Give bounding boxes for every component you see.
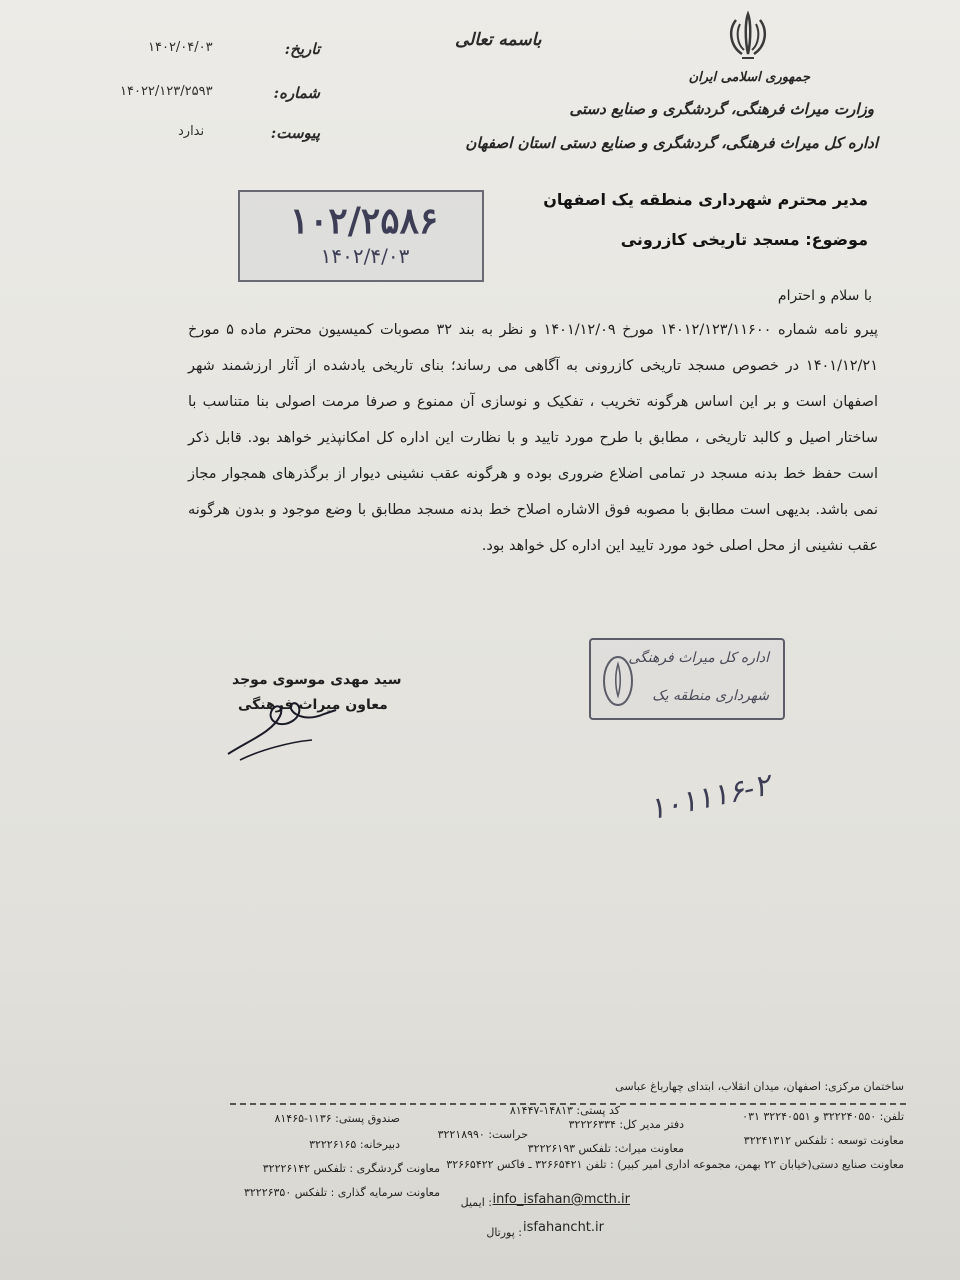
attachment-row	[120, 124, 320, 150]
receipt-stamp-line1: اداره کل میراث فرهنگی	[628, 650, 769, 666]
footer-dev-deputy: معاونت توسعه : تلفکس ۳۲۲۴۱۳۱۲	[743, 1134, 904, 1147]
number-row	[120, 84, 320, 110]
footer-handicrafts-deputy: معاونت صنایع دستی(خیابان ۲۲ بهمن، مجموعه اداری امیر کبیر) : تلفن ۳۲۶۶۵۴۲۱ ـ فاکس ۳۲۶۶۵۴۲۲	[446, 1158, 904, 1171]
date-value: ۱۴۰۲/۰۴/۰۳	[148, 40, 213, 55]
attachment-label: پیوست:	[270, 124, 320, 142]
footer-director-office: دفتر مدیر کل: ۳۲۲۲۶۳۳۴	[568, 1118, 684, 1131]
footer-investment-deputy: معاونت سرمایه گذاری : تلفکس ۳۲۲۲۶۳۵۰	[243, 1186, 440, 1199]
stamp-number: ۱۰۲/۲۵۸۶	[289, 200, 439, 242]
body-line: ساختار اصیل و کالبد تاریخی ، مطابق با طرح مورد تایید و با نظارت این اداره کل امکانپذیر خواهد بود. قابل ذکر	[188, 430, 878, 446]
receipt-stamp-line2: شهرداری منطقه یک	[652, 688, 769, 704]
footer-address: ساختمان مرکزی: اصفهان، میدان انقلاب، ابتدای چهارباغ عباسی	[615, 1080, 904, 1093]
footer-phone: تلفن: ۳۲۲۲۴۰۵۵۰ و ۳۲۲۴۰۵۵۱ ۰۳۱	[742, 1110, 904, 1123]
org-country: جمهوری اسلامی ایران	[688, 70, 810, 85]
number-value: ۱۴۰۲۲/۱۲۳/۲۵۹۳	[120, 84, 213, 99]
receipt-stamp	[589, 638, 785, 720]
addressee: مدیر محترم شهرداری منطقه یک اصفهان	[543, 190, 868, 209]
body-line: نمی باشد. بدیهی است مطابق با مصوبه فوق الاشاره اصلاح خط بدنه مسجد مطابق با وضع موجود و بدون هرگونه	[188, 502, 878, 518]
footer-email-label: : ایمیل	[460, 1196, 492, 1209]
date-row	[120, 40, 320, 66]
footer-heritage-deputy: معاونت میراث: تلفکس ۳۲۲۲۶۱۹۳	[527, 1142, 684, 1155]
footer-secretariat: دبیرخانه: ۳۲۲۲۶۱۶۵	[309, 1138, 400, 1151]
footer-po-box: صندوق پستی: ۱۱۳۶-۸۱۴۶۵	[274, 1112, 400, 1125]
number-label: شماره:	[273, 84, 320, 102]
footer-security: حراست: ۳۲۲۱۸۹۹۰	[437, 1128, 528, 1141]
body-line: است حفظ خط بدنه مسجد در تمامی اضلاع ضروری بوده و هرگونه عقب نشینی دیوار از برگذرهای همجوار مجاز	[188, 466, 878, 482]
date-label: تاریخ:	[284, 40, 320, 58]
handwritten-signature	[220, 680, 340, 770]
signer-title: معاون میراث فرهنگی	[238, 697, 388, 713]
footer-portal-label: : پورتال	[486, 1226, 522, 1239]
body-line: اصفهان است و بر این اساس هرگونه تخریب ، تفکیک و نوسازی آن ممنوع و صرفا مرمت اصولی بنا متناسب با	[188, 394, 878, 410]
basmala: باسمه تعالی	[455, 30, 542, 50]
org-department: اداره کل میراث فرهنگی، گردشگری و صنایع دستی استان اصفهان	[465, 134, 878, 152]
greeting: با سلام و احترام	[777, 288, 872, 304]
body-line: ۱۴۰۱/۱۲/۲۱ در خصوص مسجد تاریخی کازرونی به آگاهی می رساند؛ بنای تاریخی یادشده از آثار ارزشمند شهر	[188, 358, 878, 374]
body-line: عقب نشینی از محل اصلی خود مورد تایید این اداره کل خواهد بود.	[481, 538, 878, 554]
footer-postal-code: کد پستی: ۱۴۸۱۳-۸۱۴۴۷	[509, 1104, 620, 1117]
signer-name: سید مهدی موسوی موجد	[232, 672, 402, 688]
handwritten-number: ۱۰۱۱۱۶-۲	[645, 767, 774, 828]
stamp-date: ۱۴۰۲/۴/۰۳	[320, 244, 410, 268]
footer-tourism-deputy: معاونت گردشگری : تلفکس ۳۲۲۲۶۱۴۲	[262, 1162, 440, 1175]
footer-portal-link[interactable]: isfahancht.ir	[523, 1220, 604, 1235]
body-line: پیرو نامه شماره ۱۴۰۱۲/۱۲۳/۱۱۶۰۰ مورخ ۱۴۰۱/۱۲/۰۹ و نظر به بند ۳۲ مصوبات کمیسیون محترم ماده ۵ مورخ	[188, 322, 878, 338]
footer-email-link[interactable]: info_isfahan@mcth.ir	[492, 1192, 630, 1207]
org-ministry: وزارت میراث فرهنگی، گردشگری و صنایع دستی	[569, 100, 874, 118]
registration-stamp	[238, 190, 484, 282]
iran-emblem-icon	[718, 10, 778, 66]
subject: موضوع: مسجد تاریخی کازرونی	[620, 230, 868, 249]
attachment-value: ندارد	[178, 124, 205, 139]
